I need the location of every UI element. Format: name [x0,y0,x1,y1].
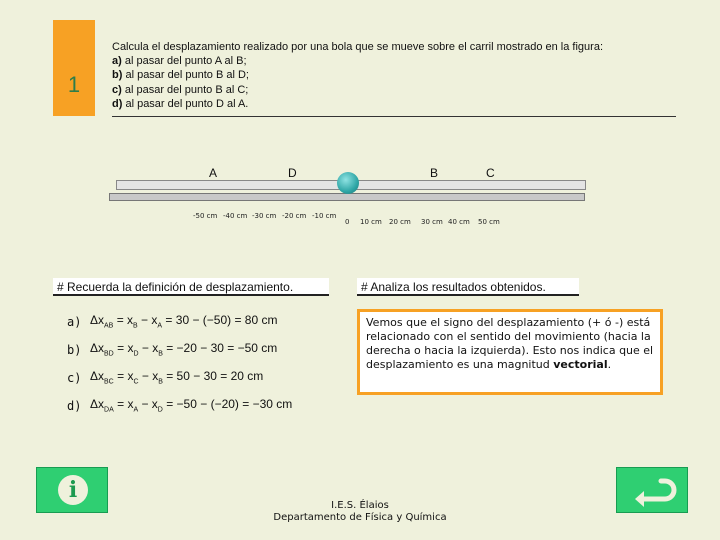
point-b-label: B [430,166,439,180]
scale-tick: -50 cm [193,212,218,220]
analysis-note: Vemos que el signo del desplazamiento (+ ó -) está relacionado con el sentido del movimiento (hacia la derecha o hacia la izquierda). Esto nos indica que el desplazamiento es una magnitud vectorial. [357,309,663,395]
point-c-label: C [486,166,495,180]
answer-label: c) [67,371,82,385]
left-panel-header: # Recuerda la definición de desplazamiento. [53,278,329,296]
scale-tick: -30 cm [252,212,277,220]
scale-tick: 20 cm [389,218,411,226]
footer [260,500,460,524]
divider [112,116,676,117]
answer-label: d) [67,399,82,413]
statement-item: c) al pasar del punto B al C; [112,83,249,96]
ball [337,172,359,194]
scale-tick: -10 cm [312,212,337,220]
statement-item: d) al pasar del punto D al A. [112,97,249,110]
right-panel-header: # Analiza los resultados obtenidos. [357,278,579,296]
exercise-number: 1 [67,72,81,97]
problem-statement [112,40,603,111]
back-button[interactable] [616,467,688,513]
scale-tick: 0 [345,218,350,226]
equation-row: $\Delta x_{BC} = x_C - x_B = 50 - 30 = 20$ cm [90,369,264,386]
exercise-number-box [53,20,95,116]
footer-school: I.E.S. Élaios [331,500,389,511]
return-arrow-icon [617,468,689,514]
statement-intro: Calcula el desplazamiento realizado por una bola que se mueve sobre el carril mostrado en la figura: [112,41,603,53]
equation-row: $\Delta x_{AB} = x_B - x_A = 30 - (-50) = 80$ cm [90,313,278,330]
scale-tick: 40 cm [448,218,470,226]
scale-tick: 50 cm [478,218,500,226]
equation-row: $\Delta x_{DA} = x_A - x_D = -50 - (-20) = -30$ cm [90,397,293,414]
answer-label: a) [67,315,82,329]
rail-bottom [109,193,585,201]
scale-tick: 10 cm [360,218,382,226]
point-a-label: A [209,166,218,180]
footer-department: Departamento de Física y Química [273,512,447,523]
scale-tick: -20 cm [282,212,307,220]
statement-item: a) al pasar del punto A al B; [112,55,247,68]
statement-item: b) al pasar del punto B al D; [112,69,249,82]
info-icon: i [58,475,88,505]
equation-row: $\Delta x_{BD} = x_D - x_B = -20 - 30 = -50$ cm [90,341,278,358]
answer-label: b) [67,343,82,357]
point-d-label: D [288,166,297,180]
info-button[interactable] [36,467,108,513]
scale-tick: 30 cm [421,218,443,226]
scale-tick: -40 cm [223,212,248,220]
